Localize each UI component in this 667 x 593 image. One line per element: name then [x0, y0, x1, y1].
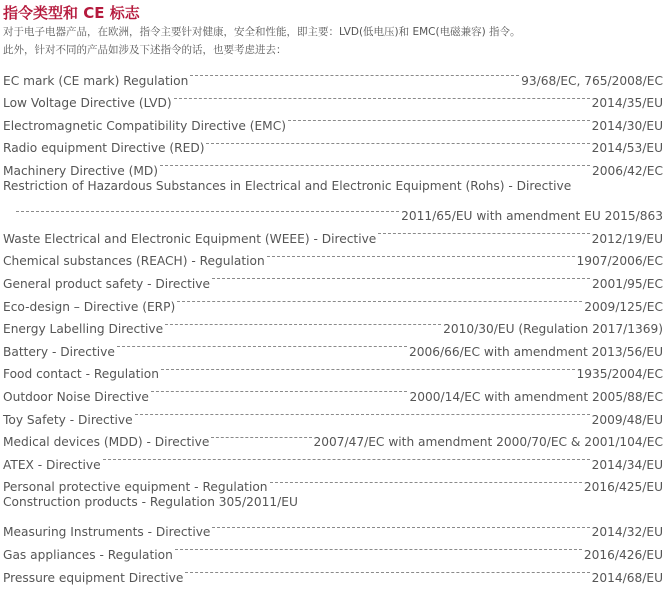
directive-name: EC mark (CE mark) Regulation — [3, 73, 189, 88]
directive-ref: 2001/95/EC — [592, 276, 663, 291]
directive-name: General product safety - Directive — [3, 276, 210, 291]
directive-ref: 2014/30/EU — [591, 118, 663, 133]
dotted-leader — [378, 220, 589, 243]
intro-line-2: 此外，针对不同的产品如涉及下述指令的话，也要考虑进去： — [3, 44, 287, 56]
directive-name: Measuring Instruments - Directive — [3, 525, 211, 540]
directive-ref: 2000/14/EC with amendment 2005/88/EC — [409, 389, 663, 404]
dotted-leader — [160, 152, 590, 175]
directive-row — [3, 491, 663, 514]
directive-row-continuation — [3, 198, 663, 224]
dotted-leader — [177, 288, 582, 311]
directive-name: Gas appliances - Regulation — [3, 548, 173, 563]
dotted-leader — [135, 401, 590, 424]
directive-name: Pressure equipment Directive — [3, 570, 184, 585]
directive-name: Food contact - Regulation — [3, 367, 159, 382]
directive-name: Construction products - Regulation 305/2011/EU — [3, 495, 298, 510]
directive-row — [3, 175, 663, 198]
directive-row — [3, 469, 663, 495]
directive-ref: 2007/47/EC with amendment 2000/70/EC & 2001/104/EC — [313, 435, 663, 450]
directive-name: Electromagnetic Compatibility Directive (EMC) — [3, 118, 286, 133]
directive-row — [3, 446, 663, 472]
intro-line-1: 对于电子电器产品，在欧洲，指令主要针对健康，安全和性能，即主要：LVD(低电压)和 EMC(电磁兼容) 指令。 — [3, 26, 521, 38]
directive-row — [3, 220, 663, 246]
directive-name: Battery - Directive — [3, 344, 115, 359]
dotted-leader — [190, 62, 519, 85]
dotted-leader — [165, 311, 441, 334]
directive-ref: 2011/65/EU with amendment EU 2015/863 — [401, 209, 663, 224]
directive-name: Toy Safety - Directive — [3, 412, 133, 427]
dotted-leader — [103, 446, 590, 469]
dotted-leader — [185, 559, 589, 582]
directive-name: Energy Labelling Directive — [3, 322, 164, 337]
page-title: 指令类型和 CE 标志 — [3, 4, 140, 22]
dotted-leader — [161, 356, 575, 379]
directive-row — [3, 62, 663, 88]
directive-name: Restriction of Hazardous Substances in Electrical and Electronic Equipment (Rohs) - Directive — [3, 178, 572, 193]
directive-name: Chemical substances (REACH) - Regulation — [3, 254, 265, 269]
directive-ref: 2009/48/EU — [591, 412, 663, 427]
directive-ref: 2014/32/EU — [591, 525, 663, 540]
directive-name: Low Voltage Directive (LVD) — [3, 96, 172, 111]
dotted-leader — [175, 536, 582, 559]
dotted-leader — [211, 424, 311, 447]
dotted-leader — [206, 130, 589, 153]
dotted-leader — [16, 198, 399, 221]
directive-name: Eco-design – Directive (ERP) — [3, 299, 176, 314]
directive-list — [3, 62, 663, 585]
directive-ref: 93/68/EC, 765/2008/EC — [521, 73, 663, 88]
directive-ref: 2006/66/EC with amendment 2013/56/EU — [409, 344, 663, 359]
directive-name: Personal protective equipment - Regulation — [3, 480, 268, 495]
directive-ref: 2016/425/EU — [583, 480, 663, 495]
directive-name: Medical devices (MDD) - Directive — [3, 435, 210, 450]
directive-name: Outdoor Noise Directive — [3, 389, 149, 404]
directive-ref: 2009/125/EC — [584, 299, 663, 314]
directive-ref: 2010/30/EU (Regulation 2017/1369) — [443, 322, 663, 337]
dotted-leader — [212, 514, 589, 537]
directive-ref: 1907/2006/EC — [576, 254, 663, 269]
dotted-leader — [270, 469, 582, 492]
directive-ref: 2016/426/EU — [583, 548, 663, 563]
dotted-leader — [151, 378, 408, 401]
directive-name: ATEX - Directive — [3, 457, 101, 472]
dotted-leader — [117, 333, 407, 356]
dotted-leader — [288, 107, 590, 130]
directive-name: Radio equipment Directive (RED) — [3, 141, 205, 156]
directive-ref: 2006/42/EC — [592, 163, 663, 178]
dotted-leader — [267, 243, 575, 266]
directive-ref: 2014/68/EU — [591, 570, 663, 585]
directive-ref: 1935/2004/EC — [576, 367, 663, 382]
directive-ref: 2012/19/EU — [591, 231, 663, 246]
directive-row — [3, 514, 663, 540]
directive-name: Machinery Directive (MD) — [3, 163, 158, 178]
dotted-leader — [212, 265, 590, 288]
directive-ref: 2014/35/EU — [591, 96, 663, 111]
dotted-leader — [174, 85, 590, 108]
directive-ref: 2014/34/EU — [591, 457, 663, 472]
directive-name: Waste Electrical and Electronic Equipment (WEEE) - Directive — [3, 231, 377, 246]
directive-ref: 2014/53/EU — [591, 141, 663, 156]
